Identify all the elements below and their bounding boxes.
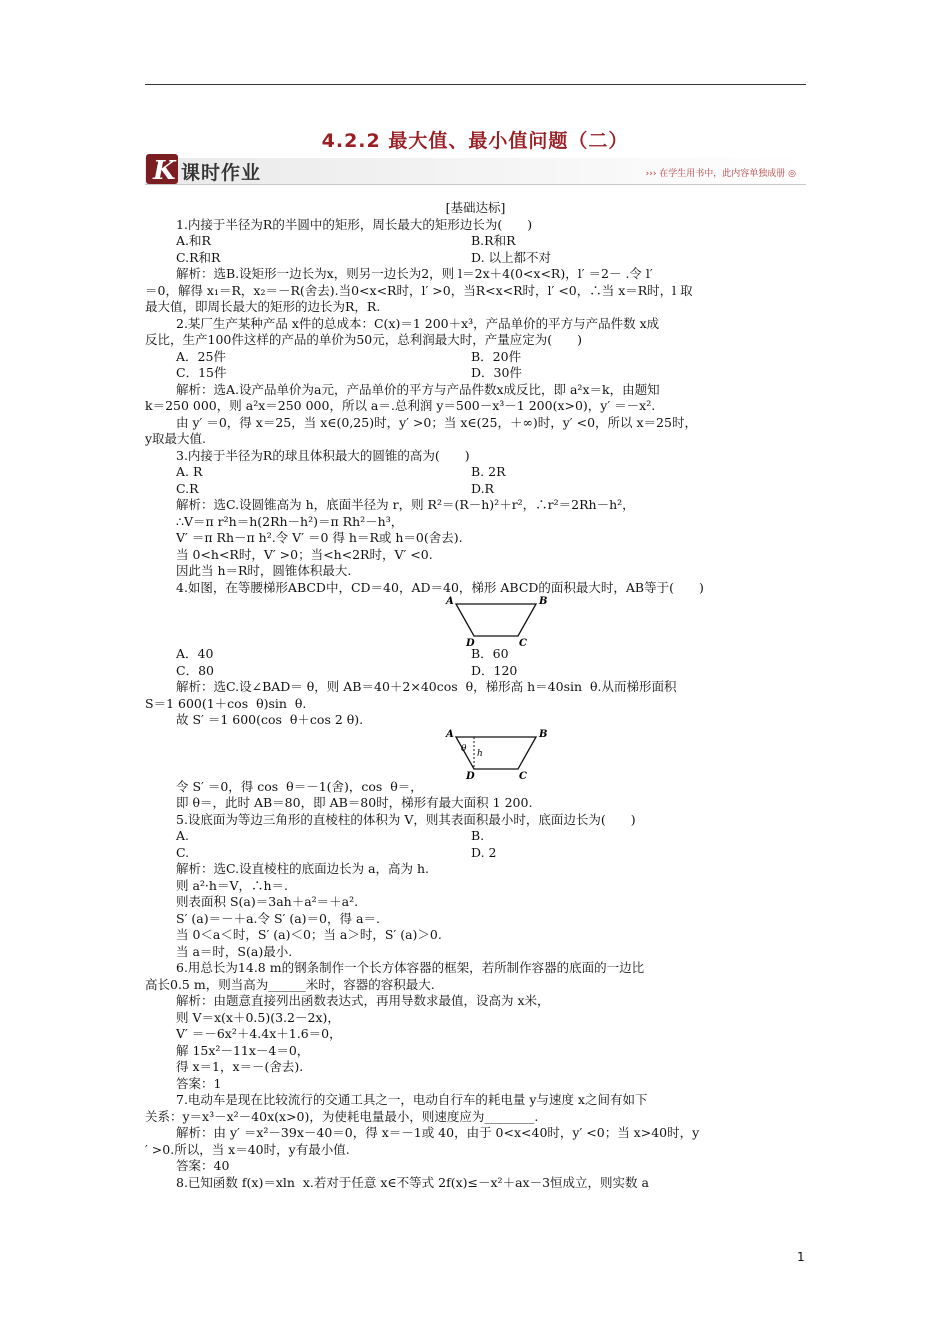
height-label-h: h — [477, 748, 483, 759]
q3-options-ab — [145, 464, 806, 481]
q5-option-b: B. — [471, 828, 485, 843]
q5-options-ab — [145, 828, 806, 845]
q7-stem: 关系：y＝x³－x²－40x(x>0)，为使耗电量最小，则速度应为________. — [145, 1108, 539, 1124]
q3-option-c: C.R — [176, 480, 199, 496]
q6-solution-line: 则 V＝x(x＋0.5)(3.2－2x)， — [176, 1009, 340, 1025]
q3-solution-line: 解析：选C.设圆锥高为 h，底面半径为 r，则 R²＝(R－h)²＋r²，∴r²＝2Rh－h²， — [176, 497, 635, 512]
banner-note: ››› 在学生用书中，此内容单独成册 ◎ — [645, 169, 796, 179]
logo-letter: K — [153, 156, 176, 186]
trapezoid-figure — [145, 596, 806, 646]
q5-option-a: A. — [176, 828, 190, 843]
q4-stem: 4.如图，在等腰梯形ABCD中，CD＝40，AD＝40，梯形 ABCD的面积最大时，AB等于( ) — [176, 579, 704, 595]
q3-stem: 3.内接于半径为R的球且体积最大的圆锥的高为( ) — [176, 447, 470, 463]
q7-stem: 7.电动车是现在比较流行的交通工具之一，电动自行车的耗电量 y与速度 x之间有如下 — [176, 1092, 648, 1107]
page-number: 1 — [797, 1250, 805, 1264]
q1-options-cd — [145, 250, 806, 267]
banner-label: 课时作业 — [181, 162, 262, 184]
q7-solution-line: ′ >0.所以，当 x＝40时，y有最小值. — [145, 1141, 350, 1157]
q4-option-c: C．80 — [176, 662, 214, 678]
k-logo-icon — [145, 152, 185, 186]
page-title: 4.2.2 最大值、最小值问题（二） — [321, 130, 629, 152]
q6-answer: 答案：1 — [176, 1075, 222, 1091]
q4-solution-line: 即 θ＝，此时 AB＝80，即 AB＝80时，梯形有最大面积 1 200. — [176, 795, 533, 810]
q2-solution-line: 解析：选A.设产品单价为a元，产品单价的平方与产品件数x成反比，即 a²x＝k，由题知 — [176, 381, 660, 397]
vertex-label-a: A — [446, 596, 454, 607]
q2-option-c: C．15件 — [176, 365, 227, 380]
section-heading: [基础达标] — [445, 200, 506, 215]
q2-stem: 反比，生产100件这样的产品的单价为50元，总利润最大时，产量应定为( ) — [145, 332, 583, 347]
q5-stem: 5.设底面为等边三角形的直棱柱的体积为 V，则其表面积最小时，底面边长为( ) — [176, 811, 636, 827]
q5-option-c: C. — [176, 844, 190, 860]
q6-solution-line: V′ ＝－6x²＋4.4x＋1.6＝0， — [176, 1026, 342, 1041]
exercise-content — [145, 200, 806, 1191]
vertex-label-a: A — [446, 728, 454, 740]
q7-answer: 答案：40 — [176, 1158, 230, 1173]
homework-banner — [145, 152, 806, 188]
q3-solution-line: 因此当 h＝R时，圆锥体积最大. — [176, 563, 352, 578]
q8-stem: 8.已知函数 f(x)＝xln x.若对于任意 x∈不等式 2f(x)≤－x²＋ax－3恒成立，则实数 a — [176, 1174, 649, 1190]
q3-solution-line: ∴V＝π r²h＝h(2Rh－h²)＝π Rh²－h³， — [176, 513, 404, 529]
q5-solution-line: S′ (a)＝－＋a.令 S′ (a)＝0，得 a＝. — [176, 910, 380, 926]
q1-solution-line: ＝0，解得 x₁＝R，x₂＝－R(舍去).当0<x<R时，l′ >0，当R<x<R时，l′ <0，∴当 x＝R时，l 取 — [145, 282, 693, 298]
q3-option-a: A. R — [176, 464, 203, 479]
q2-solution-line: y取最大值. — [145, 431, 207, 446]
q4-solution-line: 故 S′ ＝1 600(cos θ＋cos 2 θ). — [176, 712, 364, 727]
q3-option-b: B. 2R — [471, 464, 506, 479]
q4-option-d: D．120 — [471, 662, 518, 678]
q1-stem: 1.内接于半径为R的半圆中的矩形，周长最大的矩形边长为( ) — [176, 216, 533, 232]
q4-options-cd — [145, 663, 806, 680]
q2-option-a: A．25件 — [176, 348, 226, 364]
q3-solution-line: 当 0<h<R时，V′ >0；当<h<2R时，V′ <0. — [176, 546, 433, 562]
q2-solution-line: k＝250 000，则 a²x＝250 000，所以 a＝.总利润 y＝500－x³－1 200(x>0)，y′ ＝－x². — [145, 398, 656, 413]
q2-option-d: D．30件 — [471, 365, 522, 380]
q5-solution-line: 当 a＝时，S(a)最小. — [176, 943, 293, 959]
q2-options-ab — [145, 349, 806, 366]
q6-stem: 6.用总长为14.8 m的钢条制作一个长方体容器的框架，若所制作容器的底面的一边比 — [176, 960, 645, 975]
header-rule — [145, 84, 806, 85]
q5-solution-line: 则 a²·h＝V，∴h＝. — [176, 877, 289, 893]
trapezoid-height-figure — [145, 729, 806, 779]
q3-option-d: D.R — [471, 480, 494, 496]
vertex-label-c: C — [519, 638, 527, 646]
q2-solution-line: 由 y′ ＝0，得 x＝25，当 x∈(0,25)时，y′ >0；当 x∈(25，＋∞)时，y′ <0，所以 x＝25时， — [176, 414, 697, 430]
trapezoid-shape — [456, 604, 536, 636]
q2-option-b: B．20件 — [471, 348, 522, 364]
q4-option-a: A．40 — [176, 646, 214, 661]
q4-solution-line: 令 S′ ＝0，得 cos θ＝－1(舍)，cos θ＝， — [176, 778, 423, 794]
q5-options-cd — [145, 845, 806, 862]
q1-option-c: C.R和R — [176, 249, 221, 265]
vertex-label-b: B — [539, 596, 548, 607]
vertex-label-c: C — [519, 770, 527, 779]
q6-solution-line: 解 15x²－11x－4＝0， — [176, 1042, 310, 1058]
q1-option-a: A.和R — [176, 233, 211, 248]
q6-solution-line: 解析：由题意直接列出函数表达式，再用导数求最值，设高为 x米， — [176, 993, 550, 1008]
q4-solution-line: S＝1 600(1＋cos θ)sin θ. — [145, 695, 307, 711]
vertex-label-b: B — [539, 728, 548, 740]
q2-options-cd — [145, 365, 806, 382]
q3-solution-line: V′ ＝π Rh－π h².令 V′ ＝0 得 h＝R或 h＝0(舍去). — [176, 530, 463, 545]
q1-solution-line: 解析：选B.设矩形一边长为x，则另一边长为2，则 l＝2x＋4(0<x<R)，l′ ＝2－ .令 l′ — [176, 266, 653, 281]
q6-stem: 高长0.5 m，则当高为______米时，容器的容积最大. — [145, 976, 435, 992]
trapezoid-diagram — [440, 596, 560, 646]
q5-solution-line: 解析：选C.设直棱柱的底面边长为 a，高为 h. — [176, 861, 430, 876]
q6-solution-line: 得 x＝1，x＝－(舍去). — [176, 1059, 304, 1074]
vertex-label-d: D — [466, 770, 475, 779]
q3-options-cd — [145, 481, 806, 498]
trapezoid-shape — [456, 737, 536, 769]
q1-solution-line: 最大值，即周长最大的矩形的边长为R，R. — [145, 299, 381, 314]
q5-solution-line: 当 0＜a＜时，S′ (a)＜0；当 a＞时，S′ (a)＞0. — [176, 927, 442, 942]
q1-option-b: B.R和R — [471, 233, 516, 248]
q1-option-d: D. 以上都不对 — [471, 249, 552, 265]
q1-options-ab — [145, 233, 806, 250]
vertex-label-d: D — [466, 638, 475, 646]
q4-options-ab — [145, 646, 806, 663]
q4-option-b: B．60 — [471, 646, 509, 661]
q5-option-d: D. 2 — [471, 844, 497, 860]
q4-solution-line: 解析：选C.设∠BAD＝ θ，则 AB＝40＋2×40cos θ，梯形高 h＝40sin θ.从而梯形面积 — [176, 679, 677, 694]
angle-label-theta: θ — [461, 743, 467, 754]
trapezoid-height-diagram — [440, 729, 560, 779]
q5-solution-line: 则表面积 S(a)＝3ah＋a²＝＋a². — [176, 894, 359, 909]
q7-solution-line: 解析：由 y′ ＝x²－39x－40＝0，得 x＝－1或 40，由于 0<x<40时，y′ <0；当 x>40时，y — [176, 1125, 700, 1140]
q2-stem: 2.某厂生产某种产品 x件的总成本：C(x)＝1 200＋x³，产品单价的平方与产品件数 x成 — [176, 315, 660, 331]
